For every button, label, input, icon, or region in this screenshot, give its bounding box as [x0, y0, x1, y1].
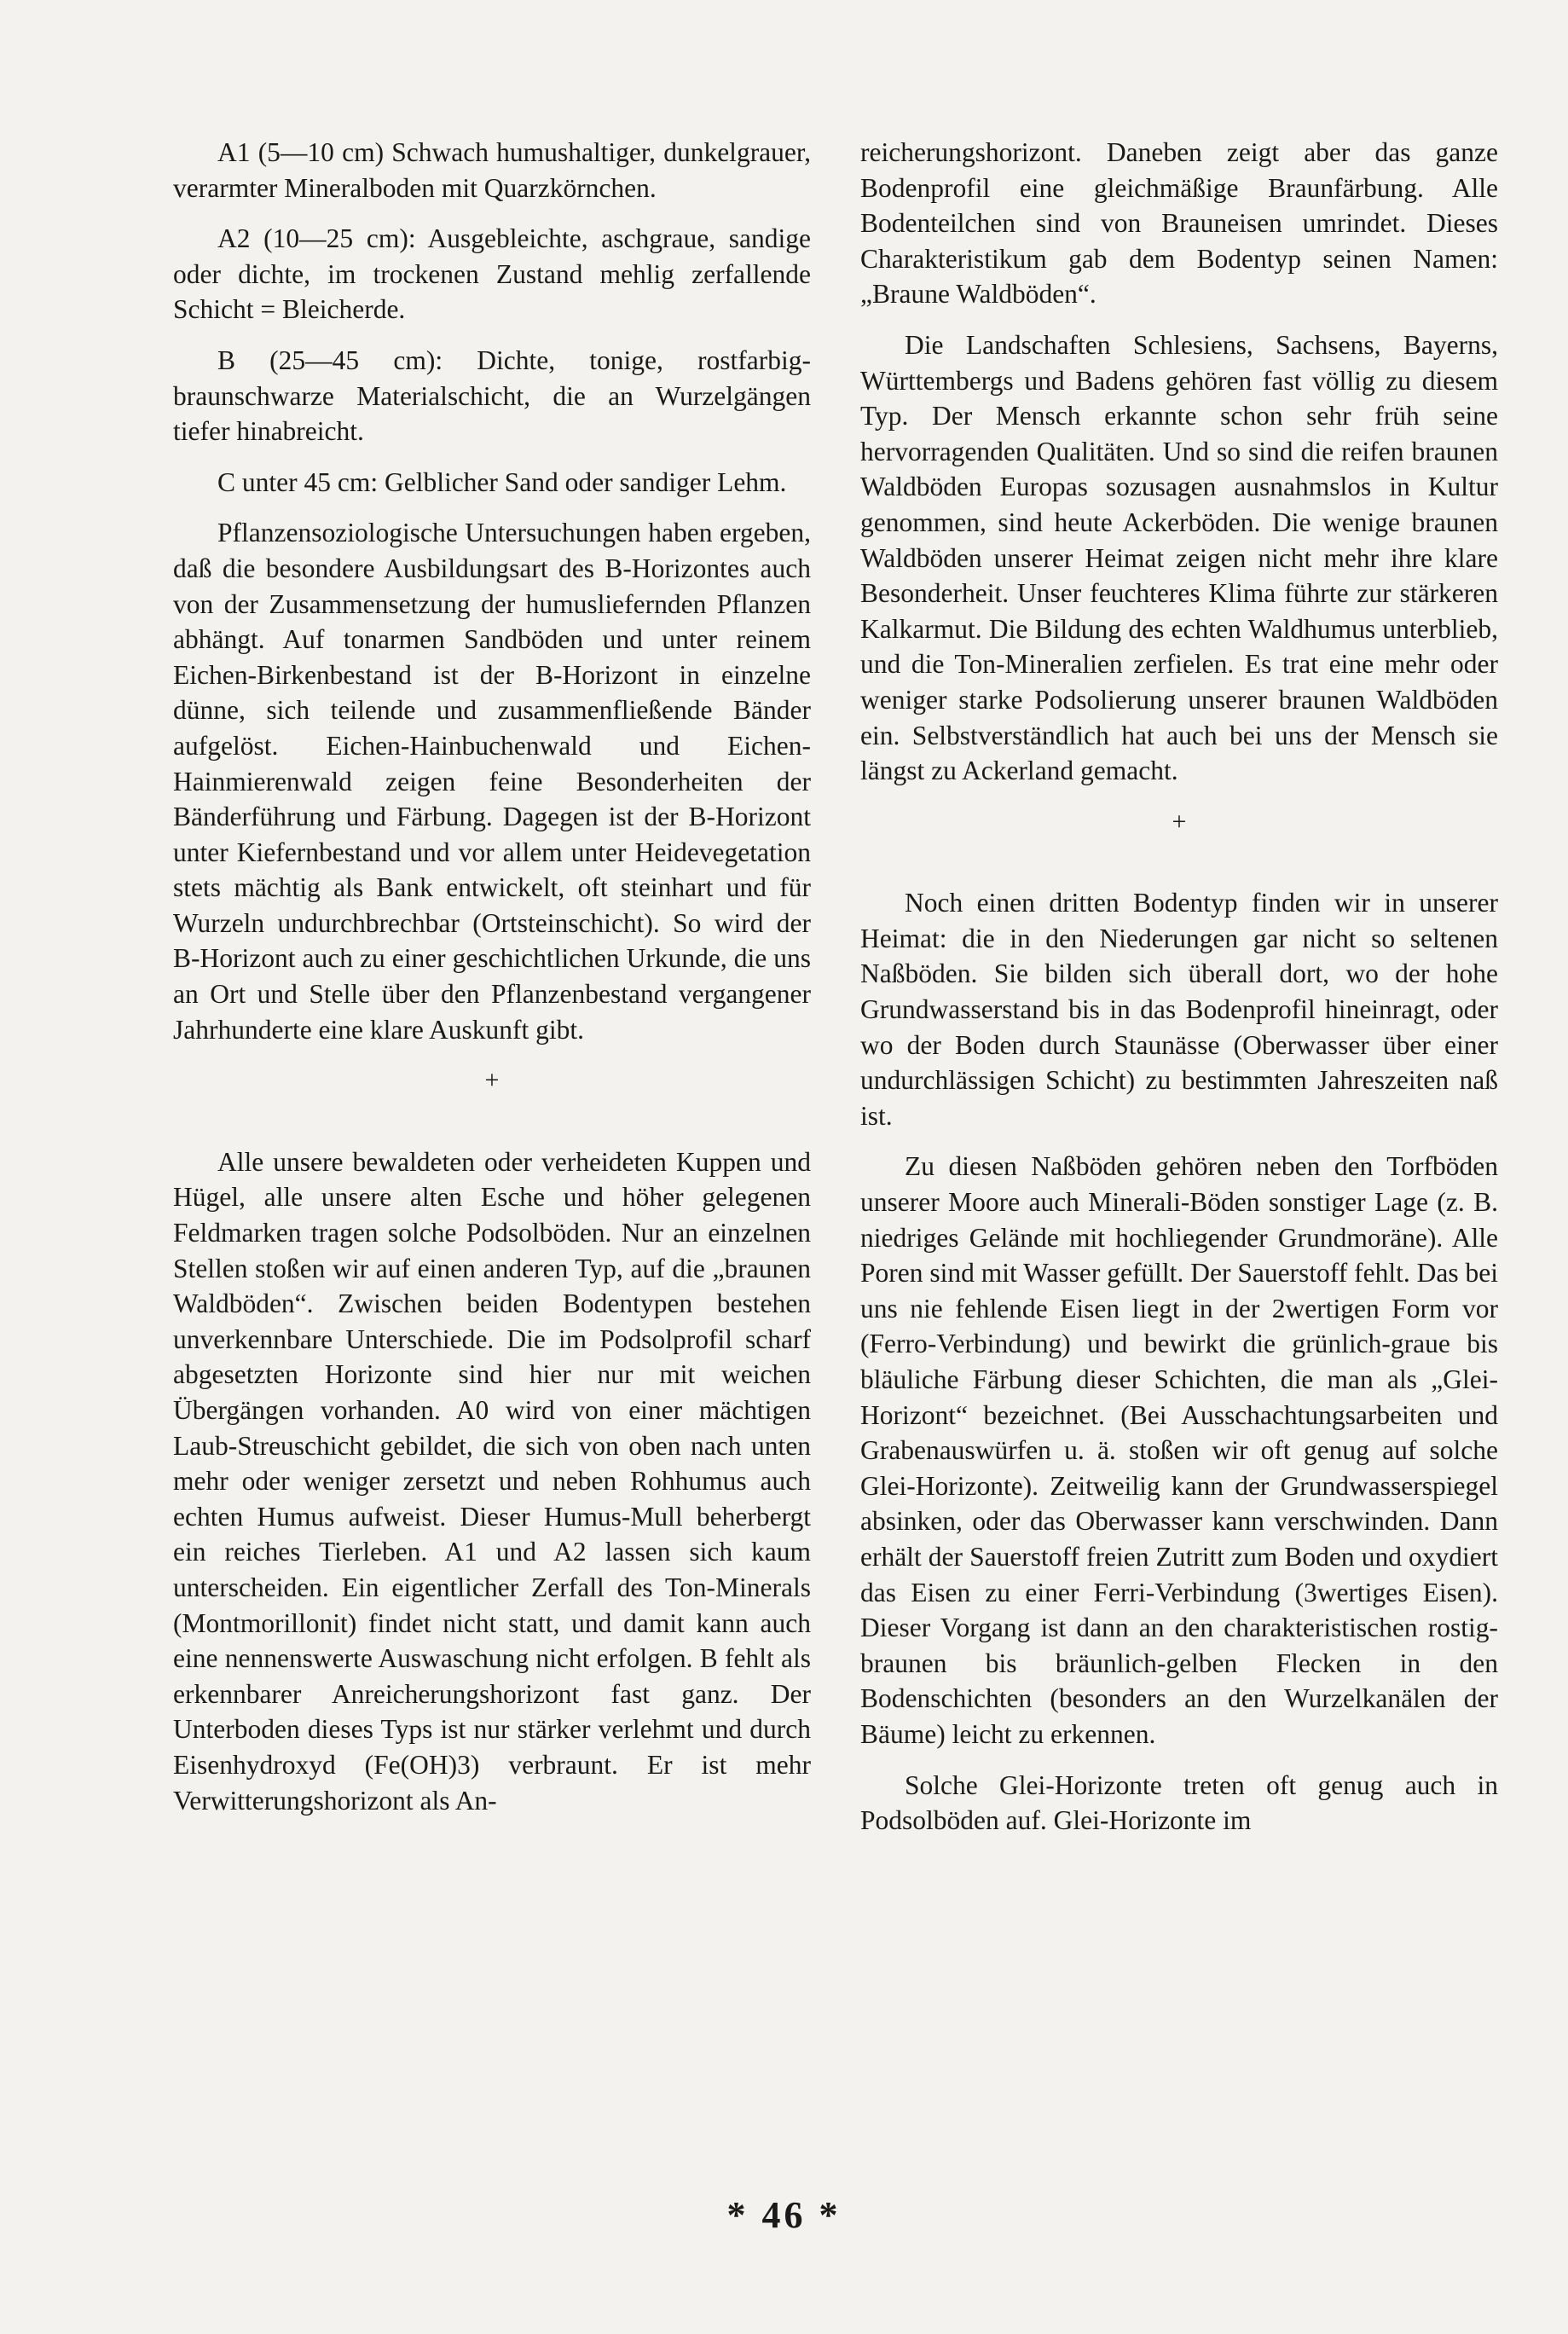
paragraph-b: B (25—45 cm): Dichte, tonige, rostfarbig-braunschwarze Materialschicht, die an Wurzelgängen tiefer hinabreicht. — [173, 345, 811, 447]
left-column — [173, 135, 811, 1833]
paragraph-a1: A1 (5—10 cm) Schwach humushaltiger, dunkelgrauer, verarmter Mineralboden mit Quarzkörnchen. — [173, 137, 811, 203]
paragraph-braune-waldboeden: Alle unsere bewaldeten oder verheideten Kuppen und Hügel, alle unsere alten Esche und höher gelegenen Feldmarken tragen solche Podsolböden. Nur an einzelnen Stellen stoßen wir auf einen anderen Typ, auf die „braunen Waldböden“. Zwischen beiden Bodentypen bestehen unverkennbare Unterschiede. Die im Podsolprofil scharf abgesetzten Horizonte sind hier nur mit weichen Übergängen vorhanden. A0 wird von einer mächtigen Laub-Streuschicht gebildet, die sich von oben nach unten mehr oder weniger zersetzt und neben Rohhumus auch echten Humus aufweist. Dieser Humus-Mull beherbergt ein reiches Tierleben. A1 und A2 lassen sich kaum unterscheiden. Ein eigentlicher Zerfall des Ton-Minerals (Montmorillonit) findet nicht statt, und damit kann auch eine nennenswerte Auswaschung nicht erfolgen. B fehlt als erkennbarer Anreicherungshorizont fast ganz. Der Unterboden dieses Typs ist nur stärker verlehmt und durch Eisenhydroxyd (Fe(OH)3) verbraunt. Er ist mehr Verwitterungshorizont als An- — [173, 1146, 811, 1816]
page-number: * 46 * — [726, 2194, 842, 2236]
paragraph-glei-horizont: Zu diesen Naßböden gehören neben den Torfböden unserer Moore auch Minerali-Böden sonstiger Lage (z. B. niedriges Gelände mit hochliegender Grundmoräne). Alle Poren sind mit Wasser gefüllt. Der Sauerstoff fehlt. Das bei uns nie fehlende Eisen liegt in der 2wertigen Form vor (Ferro-Verbindung) und bewirkt die grünlich-graue bis bläuliche Färbung dieser Schichten, die man als „Glei-Horizont“ bezeichnet. (Bei Ausschachtungsarbeiten und Grabenauswürfen u. ä. stoßen wir oft genug auf solche Glei-Horizonte). Zeitweilig kann der Grundwasserspiegel absinken, oder das Oberwasser kann verschwinden. Dann erhält der Sauerstoff freien Zutritt zum Boden und oxydiert das Eisen zu einer Ferri-Verbindung (3wertiges Eisen). Dieser Vorgang ist dann an den charakteristischen rostig-braunen bis bräunlich-gelben Flecken in den Bodenschichten (besonders an den Wurzelkanälen der Bäume) leicht zu erkennen. — [860, 1151, 1498, 1749]
paragraph-podsol-glei: Solche Glei-Horizonte treten oft genug auch in Podsolböden auf. Glei-Horizonte im — [860, 1769, 1498, 1836]
paragraph-a2: A2 (10—25 cm): Ausgebleichte, aschgraue, sandige oder dichte, im trockenen Zustand mehlig zerfallende Schicht = Bleicherde. — [173, 223, 811, 325]
paragraph-continuation: reicherungshorizont. Daneben zeigt aber das ganze Bodenprofil eine gleichmäßige Braunfärbung. Alle Bodenteilchen sind von Brauneisen umrindet. Dieses Charakteristikum gab dem Bodentyp seinen Namen: „Braune Waldböden“. — [860, 137, 1498, 310]
section-divider: + — [1172, 807, 1187, 836]
paragraph-pflanzensoziologie: Pflanzensoziologische Untersuchungen haben ergeben, daß die besondere Ausbildungsart des B-Horizontes auch von der Zusammensetzung der humusliefernden Pflanzen abhängt. Auf tonarmen Sandböden und unter reinem Eichen-Birkenbestand ist der B-Horizont in einzelne dünne, sich teilende und zusammenfließende Bänder aufgelöst. Eichen-Hainbuchenwald und Eichen-Hainmierenwald zeigen feine Besonderheiten der Bänderführung und Färbung. Dagegen ist der B-Horizont unter Kiefernbestand und vor allem unter Heidevegetation stets mächtig als Bank entwickelt, oft steinhart und für Wurzeln undurchbrechbar (Ortsteinschicht). So wird der B-Horizont auch zu einer geschichtlichen Urkunde, die uns an Ort und Stelle über den Pflanzenbestand vergangener Jahrhunderte eine klare Auskunft gibt. — [173, 518, 811, 1045]
right-column — [860, 135, 1498, 1854]
paragraph-c: C unter 45 cm: Gelblicher Sand oder sandiger Lehm. — [217, 466, 787, 497]
section-divider: + — [484, 1066, 500, 1095]
paragraph-nassboeden: Noch einen dritten Bodentyp finden wir in unserer Heimat: die in den Niederungen gar nicht so seltenen Naßböden. Sie bilden sich überall dort, wo der hohe Grundwasserstand bis in das Bodenprofil hineinragt, oder wo der Boden durch Staunässe (Oberwasser über einer undurchlässigen Schicht) zu bestimmten Jahreszeiten naß ist. — [860, 888, 1498, 1131]
paragraph-landschaften: Die Landschaften Schlesiens, Sachsens, Bayerns, Württembergs und Badens gehören fast völlig zu diesem Typ. Der Mensch erkannte schon sehr früh seine hervorragenden Qualitäten. Und so sind die reifen braunen Waldböden Europas sozusagen ausnahmslos in Kultur genommen, sind heute Ackerböden. Die wenige braunen Waldböden unserer Heimat zeigen nicht mehr ihre klare Besonderheit. Unser feuchteres Klima führte zur stärkeren Kalkarmut. Die Bildung des echten Waldhumus unterblieb, und die Ton-Mineralien zerfielen. Es trat eine mehr oder weniger starke Podsolierung unserer braunen Waldböden ein. Selbstverständlich hat auch bei uns der Mensch sie längst zu Ackerland gemacht. — [860, 329, 1498, 786]
